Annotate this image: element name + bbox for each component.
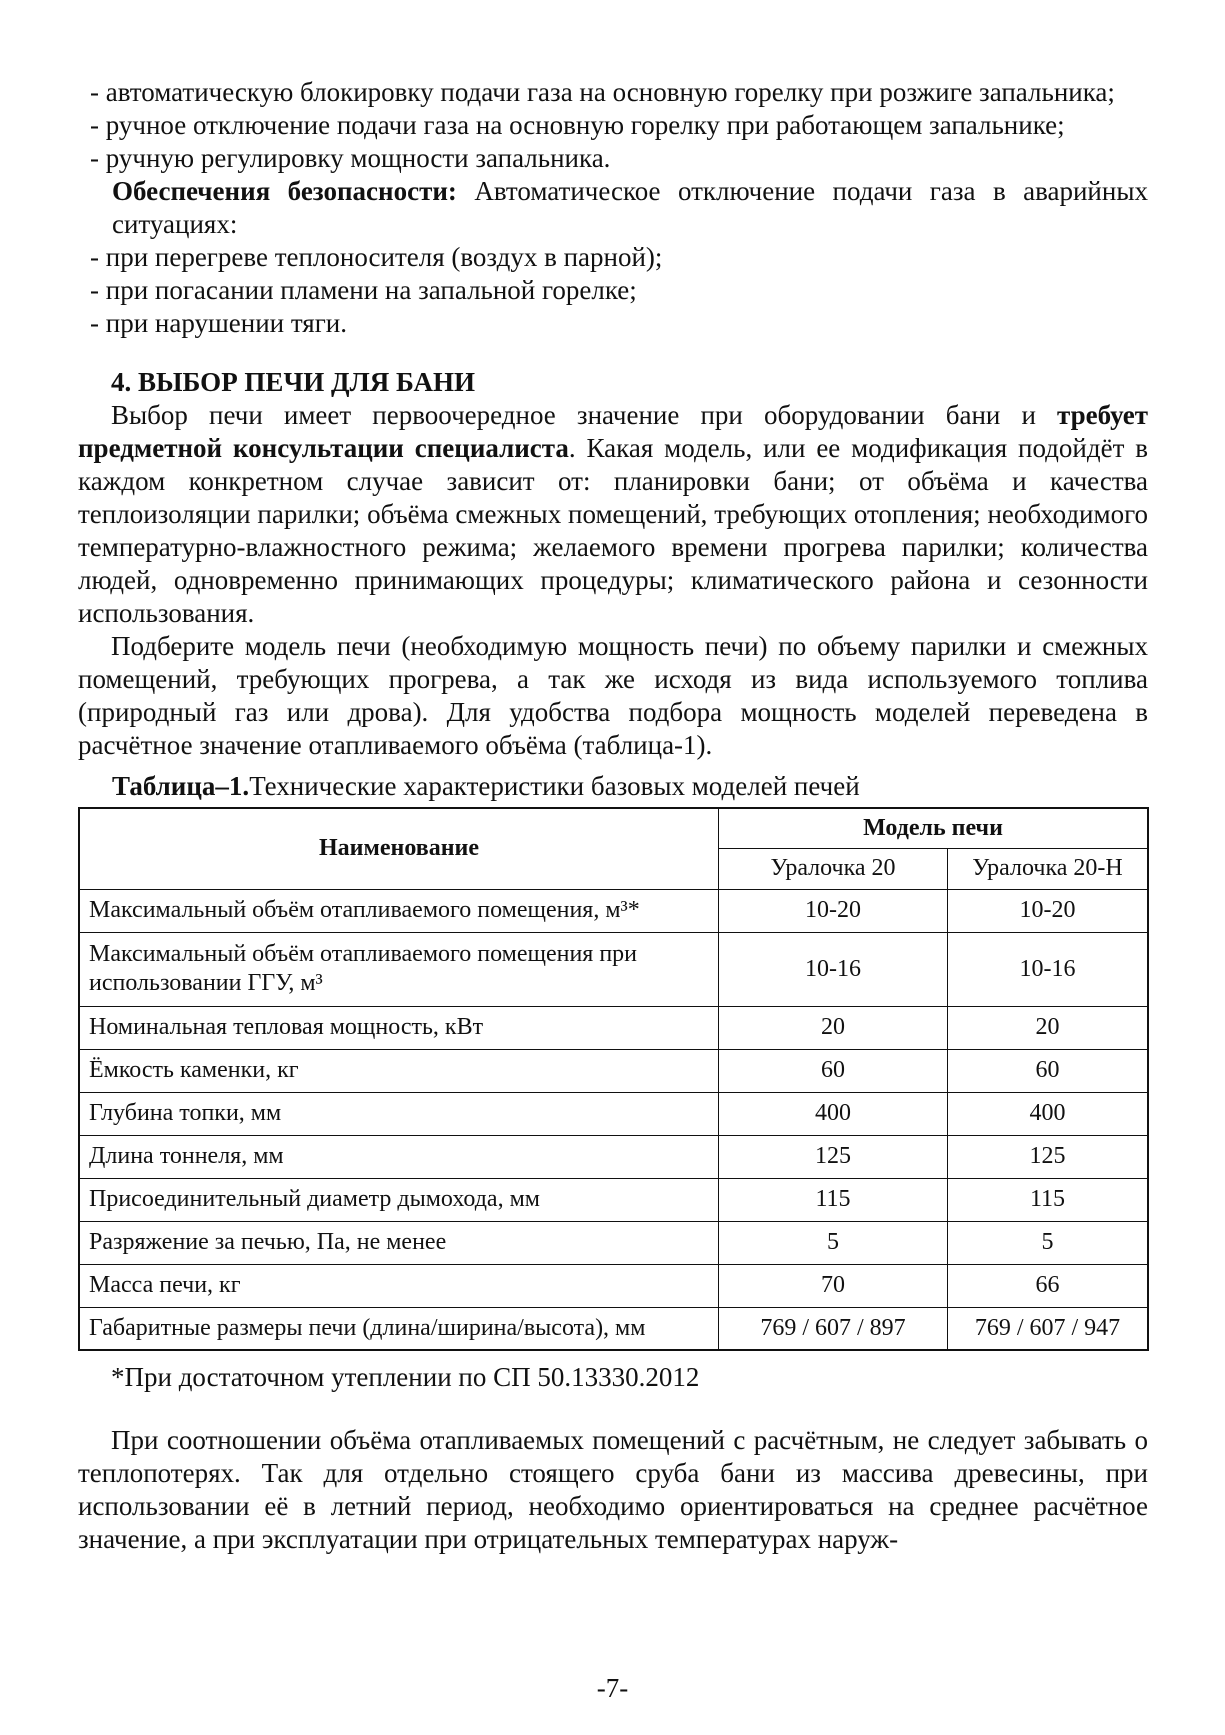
row-value-a: 115 [719, 1178, 948, 1221]
safety-text: Автоматическое отключение подачи газа в аварийных ситуациях: [112, 176, 1148, 239]
table-row [79, 1178, 1148, 1221]
row-value-b: 10-20 [948, 889, 1149, 932]
row-value-b: 125 [948, 1135, 1149, 1178]
list-item: - ручную регулировку мощности запальника. [90, 143, 611, 173]
page-number: -7- [596, 1673, 629, 1703]
row-name: Максимальный объём отапливаемого помещения, м³* [79, 889, 719, 932]
row-value-a: 400 [719, 1092, 948, 1135]
table-row [79, 1006, 1148, 1049]
table-row [79, 932, 1148, 1006]
row-value-a: 769 / 607 / 897 [719, 1307, 948, 1350]
row-name: Максимальный объём отапливаемого помещения при использовании ГГУ, м³ [79, 932, 719, 1006]
header-model-b: Уралочка 20-Н [948, 848, 1149, 889]
header-model: Модель печи [719, 808, 1149, 848]
table-footnote: *При достаточном утеплении по СП 50.13330.2012 [111, 1362, 700, 1392]
list-item: - ручное отключение подачи газа на основную горелку при работающем запальнике; [90, 110, 1065, 140]
table-row [79, 1264, 1148, 1307]
header-name: Наименование [79, 808, 719, 889]
header-model-a: Уралочка 20 [719, 848, 948, 889]
row-name: Масса печи, кг [79, 1264, 719, 1307]
table-row [79, 1049, 1148, 1092]
list-item: - при нарушении тяги. [90, 308, 347, 338]
row-value-b: 10-16 [948, 932, 1149, 1006]
row-value-a: 10-20 [719, 889, 948, 932]
row-value-a: 60 [719, 1049, 948, 1092]
paragraph-choice [78, 399, 1148, 630]
row-value-b: 400 [948, 1092, 1149, 1135]
section-heading: 4. ВЫБОР ПЕЧИ ДЛЯ БАНИ [111, 367, 475, 397]
row-value-a: 125 [719, 1135, 948, 1178]
table-row [79, 1092, 1148, 1135]
para1-part1: Выбор печи имеет первоочередное значение при оборудовании бани и [111, 400, 1058, 430]
table-caption [112, 770, 1148, 803]
table-row [79, 1221, 1148, 1264]
paragraph-select: Подберите модель печи (необходимую мощность печи) по объему парилки и смежных помещений, требующих прогрева, а так же исходя из вида используемого топлива (природный газ или дрова). Для удобства подбора мощность моделей переведена в расчётное значение отапливаемого объёма (таблица-1). [78, 631, 1148, 760]
table-row [79, 1307, 1148, 1350]
list-item: - при перегреве теплоносителя (воздух в парной); [90, 242, 663, 272]
row-value-b: 20 [948, 1006, 1149, 1049]
row-name: Разряжение за печью, Па, не менее [79, 1221, 719, 1264]
para1-bold: требует предметной консультации специалиста [78, 400, 1148, 463]
row-value-b: 66 [948, 1264, 1149, 1307]
row-value-b: 60 [948, 1049, 1149, 1092]
table-row [79, 1135, 1148, 1178]
paragraph-closing: При соотношении объёма отапливаемых помещений с расчётным, не следует забывать о теплопотерях. Так для отдельно стоящего сруба бани из массива древесины, при использовании её в летний период, необходимо ориентироваться на среднее расчётное значение, а при эксплуатации при отрицательных температурах наруж- [78, 1425, 1148, 1554]
row-value-a: 5 [719, 1221, 948, 1264]
row-value-a: 10-16 [719, 932, 948, 1006]
row-value-b: 769 / 607 / 947 [948, 1307, 1149, 1350]
row-name: Глубина топки, мм [79, 1092, 719, 1135]
row-name: Габаритные размеры печи (длина/ширина/высота), мм [79, 1307, 719, 1350]
row-name: Присоединительный диаметр дымохода, мм [79, 1178, 719, 1221]
row-value-b: 115 [948, 1178, 1149, 1221]
safety-label: Обеспечения безопасности: [112, 176, 457, 206]
table-row [79, 889, 1148, 932]
table-caption-number: Таблица–1. [112, 771, 250, 801]
table-caption-text: Технические характеристики базовых моделей печей [249, 771, 860, 801]
list-item: - автоматическую блокировку подачи газа на основную горелку при розжиге запальника; [90, 77, 1115, 107]
para1-part2: . Какая модель, или ее модификация подойдёт в каждом конкретном случае зависит от: планировки бани; от объёма и качества теплоизоляции парилки; объёма смежных помещений, требующих отопления; необходимого температурно-влажностного режима; желаемого времени прогрева парилки; количества людей, одновременно принимающих процедуры; климатического района и сезонности использования. [78, 433, 1148, 628]
spec-table [78, 807, 1149, 1351]
row-name: Ёмкость каменки, кг [79, 1049, 719, 1092]
row-value-a: 70 [719, 1264, 948, 1307]
table-header-row [79, 808, 1148, 848]
row-name: Номинальная тепловая мощность, кВт [79, 1006, 719, 1049]
list-item: - при погасании пламени на запальной горелке; [90, 275, 637, 305]
row-name: Длина тоннеля, мм [79, 1135, 719, 1178]
safety-paragraph [78, 175, 1148, 241]
row-value-a: 20 [719, 1006, 948, 1049]
page-content [78, 76, 1148, 1556]
row-value-b: 5 [948, 1221, 1149, 1264]
